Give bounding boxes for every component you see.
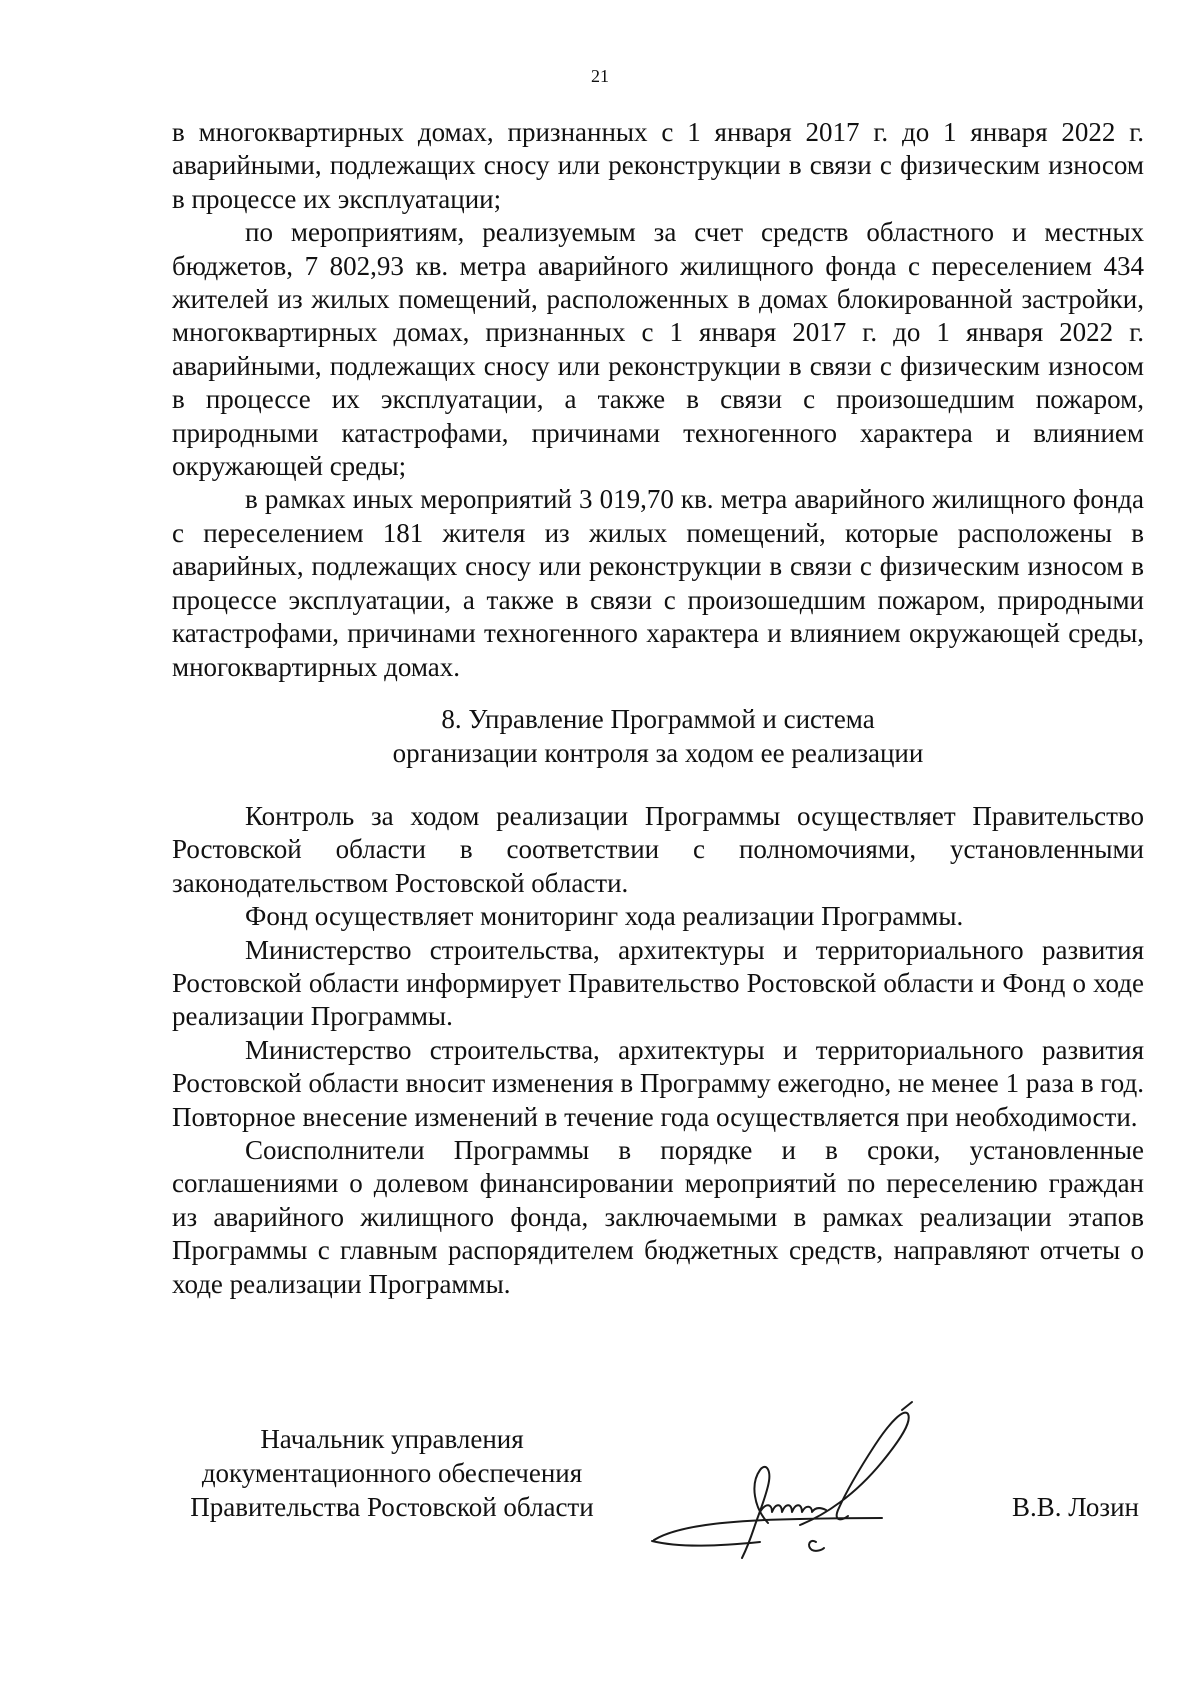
paragraph: Министерство строительства, архитектуры и территориального развития Ростовской области информирует Правительство Ростовской области и Фонд о ходе реализации Программы. <box>172 934 1144 1032</box>
body-text <box>172 116 1144 684</box>
section-body-text <box>172 800 1144 1301</box>
paragraph: Фонд осуществляет мониторинг хода реализации Программы. <box>245 901 964 932</box>
page-number: 21 <box>591 66 609 86</box>
signer-name: В.В. Лозин <box>1012 1492 1139 1522</box>
section-heading-line: 8. Управление Программой и система <box>441 704 875 734</box>
paragraph: Министерство строительства, архитектуры и территориального развития Ростовской области вносит изменения в Программу ежегодно, не менее 1 раза в год. Повторное внесение изменений в течение года осуществляется при необходимости. <box>172 1034 1144 1132</box>
section-heading <box>172 702 1144 770</box>
handwritten-signature <box>650 1400 980 1560</box>
signer-title-line: документационного обеспечения <box>201 1458 583 1488</box>
signer-title-line: Правительства Ростовской области <box>190 1492 594 1522</box>
paragraph: по мероприятиям, реализуемым за счет средств областного и местных бюджетов, 7 802,93 кв. метра аварийного жилищного фонда с переселением 434 жителей из жилых помещений, расположенных в домах блокированной застройки, многоквартирных домах, признанных с 1 января 2017 г. до 1 января 2022 г. аварийными, подлежащих сносу или реконструкции в связи с физическим износом в процессе их эксплуатации, а также в связи с произошедшим пожаром, природными катастрофами, причинами техногенного характера и влиянием окружающей среды; <box>172 217 1144 482</box>
paragraph: в рамках иных мероприятий 3 019,70 кв. метра аварийного жилищного фонда с переселением 181 жителя из жилых помещений, которые расположены в аварийных, подлежащих сносу или реконструкции в связи с физическим износом в процессе эксплуатации, а также в связи с произошедшим пожаром, природными катастрофами, причинами техногенного характера и влиянием окружающей среды, многоквартирных домах. <box>172 484 1144 682</box>
paragraph: Контроль за ходом реализации Программы осуществляет Правительство Ростовской области в соответствии с полномочиями, установленными законодательством Ростовской области. <box>172 801 1144 898</box>
signer-title-line: Начальник управления <box>260 1424 524 1454</box>
signer-title <box>172 1422 612 1524</box>
paragraph: Соисполнители Программы в порядке и в сроки, установленные соглашениями о долевом финансировании мероприятий по переселению граждан из аварийного жилищного фонда, заключаемыми в рамках реализации этапов Программы с главным распорядителем бюджетных средств, направляют отчеты о ходе реализации Программы. <box>172 1135 1144 1299</box>
paragraph: в многоквартирных домах, признанных с 1 января 2017 г. до 1 января 2022 г. аварийными, подлежащих сносу или реконструкции в связи с физическим износом в процессе их эксплуатации; <box>172 117 1144 214</box>
section-heading-line: организации контроля за ходом ее реализации <box>392 738 924 768</box>
